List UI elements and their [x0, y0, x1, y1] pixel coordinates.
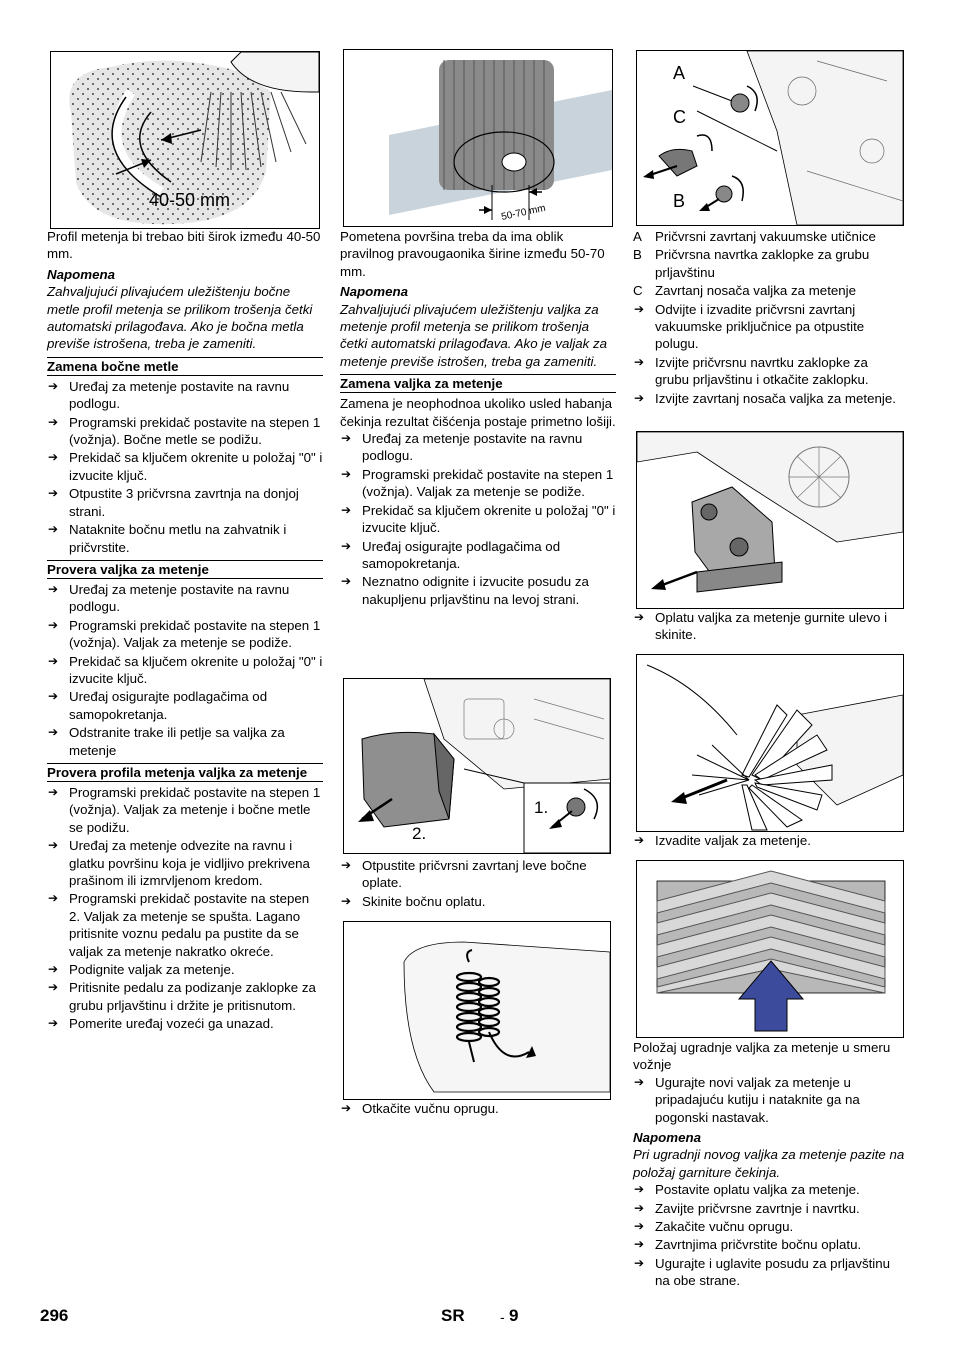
list-item: ➔ Odvijte i izvadite pričvrsni zavrtanj vakuumske priključnice pa otpustite polugu.: [633, 301, 905, 353]
section-heading: Zamena bočne metle: [47, 357, 323, 376]
legend-item: A Pričvrsni zavrtanj vakuumske utičnice: [633, 229, 876, 244]
callout-c: C: [673, 107, 686, 127]
list-item: ➔ Izvijte pričvrsnu navrtku zaklopke za grubu prljavštinu i otkačite zaklopku.: [633, 354, 905, 389]
roller-removal-figure: [636, 654, 904, 832]
list-item: ➔ Skinite bočnu oplatu.: [340, 893, 616, 910]
list-item: ➔ Prekidač sa ključem okrenite u položaj "0" i izvucite ključ.: [47, 449, 323, 484]
profile-width-label: 40-50 mm: [149, 190, 231, 210]
column-3-text-mid2: [633, 832, 905, 850]
legend-list: [633, 228, 905, 300]
list-item: ➔ Uređaj osigurajte podlagačima od samopokretanja.: [340, 538, 616, 573]
list-item: ➔ Podignite valjak za metenje.: [47, 961, 323, 978]
tension-spring-figure: [343, 921, 611, 1100]
list-item: ➔ Programski prekidač postavite na stepen 2. Valjak za metenje se spušta. Lagano pritisnite voznu pedalu pa pustite da se valjak za metenje nakratko okreće.: [47, 890, 323, 960]
callout-a: A: [673, 63, 686, 83]
note-label: Napomena: [47, 266, 115, 282]
list-item: ➔ Otpustite 3 pričvrsna zavrtnja na donjoj strani.: [47, 485, 323, 520]
column-2-text-mid: [340, 857, 616, 911]
list-item: ➔ Programski prekidač postavite na stepen 1 (vožnja). Valjak za metenje i bočne metle se podižu.: [47, 784, 323, 836]
list-item: ➔ Ugurajte novi valjak za metenje u pripadajuću kutiju i nataknite ga na pogonski nastavak.: [633, 1074, 905, 1126]
note-text: Zahvaljujući plivajućem uležištenju bočne metle profil metenja se prilikom trošenja četki automatski prilagođava. Ako je bočna metla previše istrošena, treba je zameniti.: [47, 284, 313, 352]
column-3-text-mid: [633, 609, 905, 645]
installation-position-figure: [636, 860, 904, 1038]
list-item: ➔ Pritisnite pedalu za podizanje zaklopke za grubu prljavštinu i držite je pritisnutom.: [47, 979, 323, 1014]
step-list: [633, 1181, 905, 1289]
step-list: [340, 857, 616, 910]
section-page-number: 9: [509, 1306, 519, 1325]
step-list: [47, 378, 323, 556]
legend-item: C Zavrtanj nosača valjka za metenje: [633, 283, 857, 299]
step-list: [340, 430, 616, 608]
list-item: ➔ Uređaj za metenje postavite na ravnu podlogu.: [47, 581, 323, 616]
list-item: ➔ Neznatno odignite i izvucite posudu za nakupljenu prljavštinu na levoj strani.: [340, 573, 616, 608]
column-2-text-top: [340, 228, 616, 609]
list-item: ➔ Prekidač sa ključem okrenite u položaj "0" i izvucite ključ.: [340, 502, 616, 537]
note-text: Pri ugradnji novog valjka za metenje pazite na položaj garniture čekinja.: [633, 1147, 905, 1180]
list-item: ➔ Prekidač sa ključem okrenite u položaj "0" i izvucite ključ.: [47, 653, 323, 688]
column-3-text-bottom: [633, 1039, 905, 1291]
list-item: ➔ Zavijte pričvrsne zavrtnje i navrtku.: [633, 1200, 905, 1217]
list-item: ➔ Otpustite pričvrsni zavrtanj leve bočne oplate.: [340, 857, 616, 892]
list-item: ➔ Uređaj za metenje odvezite na ravnu i glatku površinu koja je vidljivo prekrivena prašinom ili izmrvljenom kredom.: [47, 837, 323, 889]
legend-item: B Pričvrsna navrtka zaklopke za grubu prljavštinu: [633, 247, 870, 280]
step-list: [633, 609, 905, 644]
section-heading: Zamena valjka za metenje: [340, 374, 616, 393]
step-label-1: 1.: [534, 798, 549, 817]
figure-caption: Položaj ugradnje valjka za metenje u smeru vožnje: [633, 1040, 891, 1073]
list-item: ➔ Otkačite vučnu oprugu.: [340, 1100, 616, 1117]
list-item: ➔ Programski prekidač postavite na stepen 1 (vožnja). Valjak za metenje se podiže.: [47, 617, 323, 652]
list-item: ➔ Zavrtnjima pričvrstite bočnu oplatu.: [633, 1236, 905, 1253]
roller-cover-figure: [636, 431, 904, 609]
side-brush-profile-figure: [50, 51, 320, 229]
list-item: ➔ Zakačite vučnu oprugu.: [633, 1218, 905, 1235]
section-heading: Provera profila metenja valjka za metenje: [47, 763, 323, 782]
column-3-text-top: [633, 228, 905, 408]
callout-b: B: [673, 191, 686, 211]
step-list: [47, 784, 323, 1033]
list-item: ➔ Uređaj za metenje postavite na ravnu podlogu.: [340, 430, 616, 465]
step-label-2: 2.: [412, 824, 427, 843]
page-number: 296: [40, 1306, 69, 1325]
list-item: ➔ Uređaj za metenje postavite na ravnu podlogu.: [47, 378, 323, 413]
roller-brush-profile-figure: [343, 49, 613, 227]
note-label: Napomena: [340, 284, 408, 300]
list-item: ➔ Odstranite trake ili petlje sa valjka za metenje: [47, 724, 323, 759]
list-item: ➔ Ugurajte i uglavite posudu za prljavštinu na obe strane.: [633, 1255, 905, 1290]
list-item: ➔ Postavite oplatu valjka za metenje.: [633, 1181, 905, 1198]
step-list: [47, 581, 323, 759]
list-item: ➔ Oplatu valjka za metenje gurnite ulevo i skinite.: [633, 609, 905, 644]
step-list: [633, 301, 905, 407]
list-item: ➔ Pomerite uređaj vozeći ga unazad.: [47, 1015, 323, 1032]
list-item: ➔ Izvadite valjak za metenje.: [633, 832, 905, 849]
footer-dash: -: [500, 1309, 505, 1325]
paragraph: Zamena je neophodnoa ukoliko usled habanja čekinja rezultat čišćenja postaje primetno lošiji.: [340, 396, 616, 429]
note-text: Zahvaljujući plivajućem uležištenju valjka za metenje profil metenja se prilikom trošenja četki automatski prilagođava. Ako je valjak za metenje previše istrošen, treba ga zameniti.: [340, 301, 608, 369]
profile-width-label: 50-70 mm: [500, 202, 547, 223]
list-item: ➔ Programski prekidač postavite na stepen 1 (vožnja). Valjak za metenje se podiže.: [340, 466, 616, 501]
column-2-text-bottom: [340, 1100, 616, 1118]
step-list: [633, 1074, 905, 1126]
list-item: ➔ Uređaj osigurajte podlagačima od samopokretanja.: [47, 688, 323, 723]
paragraph: Pometena površina treba da ima oblik pravilnog pravougaonika širine između 50-70 mm.: [340, 229, 605, 279]
step-list: [633, 832, 905, 849]
language-code: SR: [441, 1306, 465, 1325]
paragraph: Profil metenja bi trebao biti širok između 40-50 mm.: [47, 229, 321, 262]
roller-fastening-figure: [636, 50, 904, 226]
list-item: ➔ Nataknite bočnu metlu na zahvatnik i pričvrstite.: [47, 521, 323, 556]
side-cover-figure: [343, 678, 611, 854]
note-label: Napomena: [633, 1130, 701, 1146]
list-item: ➔ Programski prekidač postavite na stepen 1 (vožnja). Bočne metle se podižu.: [47, 414, 323, 449]
column-1-text: [47, 228, 323, 1034]
step-list: [340, 1100, 616, 1117]
section-heading: Provera valjka za metenje: [47, 560, 323, 579]
list-item: ➔ Izvijte zavrtanj nosača valjka za metenje.: [633, 390, 905, 407]
